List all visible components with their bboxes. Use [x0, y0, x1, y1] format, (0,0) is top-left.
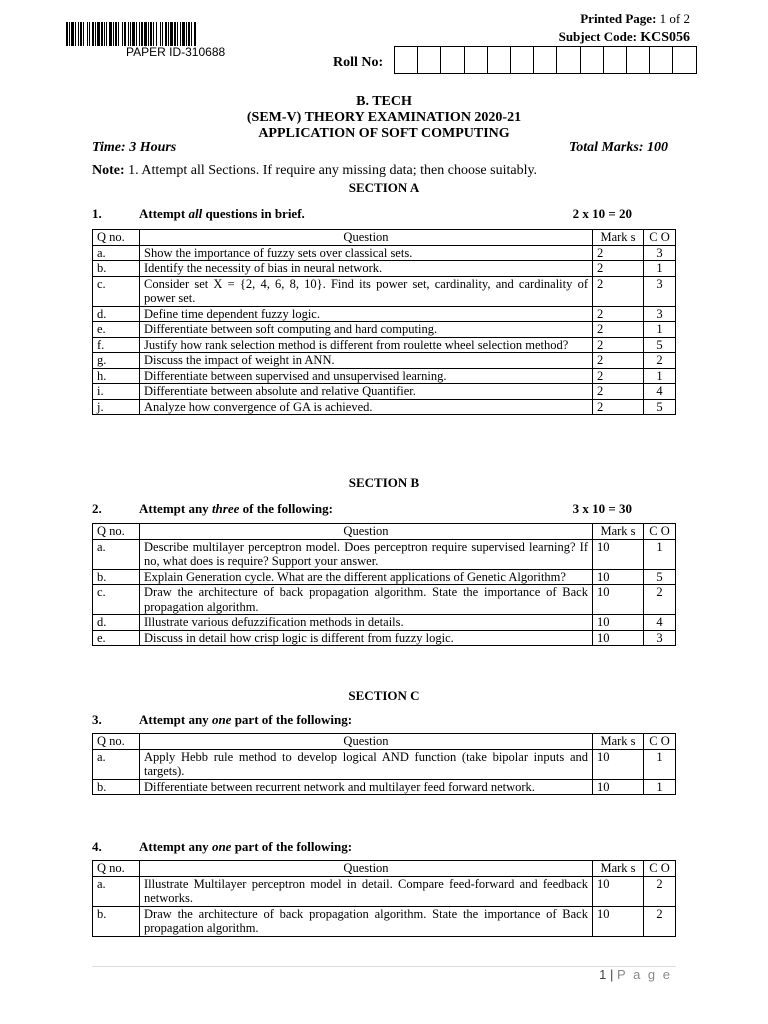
question-label: i.: [93, 384, 140, 400]
subject-code: [559, 29, 690, 46]
question-co: 5: [644, 569, 676, 585]
table-row: [93, 906, 676, 936]
question-number: 1.: [92, 206, 102, 221]
header-question: Question: [140, 734, 593, 750]
table-row: [93, 876, 676, 906]
barcode-bar: [194, 22, 196, 46]
question-co: 1: [644, 749, 676, 779]
question-co: 1: [644, 779, 676, 795]
roll-box: [581, 47, 604, 73]
barcode-bar: [92, 22, 94, 46]
question-co: 1: [644, 261, 676, 277]
barcode-bar: [113, 22, 114, 46]
roll-box: [673, 47, 696, 73]
header-co: C O: [644, 861, 676, 877]
question-co: 4: [644, 615, 676, 631]
roll-box: [418, 47, 441, 73]
barcode-bar: [101, 22, 103, 46]
roll-box: [650, 47, 673, 73]
table-row: [93, 353, 676, 369]
subject-code-label: Subject Code:: [558, 29, 637, 44]
barcode-bar: [122, 22, 123, 46]
question-marks: 10: [593, 906, 644, 936]
barcode-bar: [69, 22, 70, 46]
table-row: [93, 585, 676, 615]
instruction-text: Attempt any one part of the following:: [139, 712, 353, 727]
table-row: [93, 779, 676, 795]
roll-box: [488, 47, 511, 73]
question-label: a.: [93, 539, 140, 569]
exam-title: (SEM-V) THEORY EXAMINATION 2020-21: [246, 110, 522, 125]
question-co: 3: [644, 306, 676, 322]
header-co: C O: [644, 524, 676, 540]
question-co: 3: [644, 276, 676, 306]
barcode-bar: [168, 22, 169, 46]
roll-no-label: Roll No:: [333, 55, 384, 70]
question-label: e.: [93, 322, 140, 338]
question-text: Draw the architecture of back propagation algorithm. State the importance of Back propagation algorithm.: [140, 585, 593, 615]
question-text: Differentiate between soft computing and hard computing.: [140, 322, 593, 338]
barcode-bar: [177, 22, 178, 46]
question-label: h.: [93, 368, 140, 384]
barcode-bar: [89, 22, 90, 46]
marks-formula: 3 x 10 = 30: [572, 501, 632, 516]
section-b-heading: SECTION B: [348, 475, 420, 490]
barcode-bar: [132, 22, 135, 46]
table-header-row: [93, 524, 676, 540]
note-text: 1. Attempt all Sections. If require any missing data; then choose suitably.: [128, 163, 538, 178]
barcode-bar: [144, 22, 147, 46]
question-text: Differentiate between absolute and relative Quantifier.: [140, 384, 593, 400]
question-co: 3: [644, 630, 676, 646]
degree-title: B. TECH: [356, 94, 412, 109]
question-marks: 10: [593, 585, 644, 615]
printed-page-label: Printed Page:: [580, 11, 657, 26]
question-label: e.: [93, 630, 140, 646]
barcode-bar: [80, 22, 82, 46]
table-header-row: [93, 230, 676, 246]
page-number: 1: [599, 967, 607, 982]
page-footer: [599, 967, 672, 982]
subject-code-value: KCS056: [640, 30, 690, 45]
marks-formula: 2 x 10 = 20: [572, 206, 632, 221]
question-marks: 2: [593, 245, 644, 261]
barcode-bar: [180, 22, 181, 46]
roll-box: [465, 47, 488, 73]
question-number: 2.: [92, 501, 102, 516]
barcode-bar: [188, 22, 190, 46]
table-row: [93, 261, 676, 277]
header-co: C O: [644, 734, 676, 750]
section-a-heading: SECTION A: [348, 180, 420, 195]
question-co: 2: [644, 585, 676, 615]
barcode-bar: [186, 22, 187, 46]
barcode-bar: [182, 22, 185, 46]
question-marks: 10: [593, 876, 644, 906]
barcode-bar: [170, 22, 173, 46]
question-label: j.: [93, 399, 140, 415]
header-co: C O: [644, 230, 676, 246]
question-text: Apply Hebb rule method to develop logical AND function (take bipolar inputs and targets).: [140, 749, 593, 779]
paper-id: PAPER ID-310688: [126, 45, 226, 59]
barcode-bar: [174, 22, 176, 46]
question-label: b.: [93, 906, 140, 936]
table-row: [93, 368, 676, 384]
roll-box: [395, 47, 418, 73]
barcode-bar: [97, 22, 100, 46]
barcode-bar: [148, 22, 149, 46]
question-text: Justify how rank selection method is different from roulette wheel selection method?: [140, 337, 593, 353]
table-row: [93, 539, 676, 569]
subject-title: APPLICATION OF SOFT COMPUTING: [258, 126, 510, 141]
barcode-bar: [75, 22, 76, 46]
barcode-bar: [128, 22, 129, 46]
roll-box: [627, 47, 650, 73]
section-c-heading: SECTION C: [348, 688, 420, 703]
header-qno: Q no.: [93, 524, 140, 540]
roll-box: [604, 47, 627, 73]
question-co: 4: [644, 384, 676, 400]
header-question: Question: [140, 524, 593, 540]
barcode-bar: [115, 22, 117, 46]
question-co: 1: [644, 368, 676, 384]
question-3-table: [92, 733, 676, 795]
question-text: Differentiate between recurrent network and multilayer feed forward network.: [140, 779, 593, 795]
barcode-bar: [106, 22, 107, 46]
question-label: a.: [93, 749, 140, 779]
question-label: c.: [93, 276, 140, 306]
barcode-bar: [156, 22, 157, 46]
header-qno: Q no.: [93, 230, 140, 246]
table-row: [93, 384, 676, 400]
printed-page-value: 1 of 2: [659, 11, 690, 26]
table-row: [93, 630, 676, 646]
header-marks: Mark s: [593, 524, 644, 540]
table-row: [93, 615, 676, 631]
header-qno: Q no.: [93, 861, 140, 877]
question-co: 5: [644, 337, 676, 353]
total-marks: Total Marks: 100: [568, 140, 668, 155]
section-a-table: [92, 229, 676, 415]
question-text: Illustrate Multilayer perceptron model in detail. Compare feed-forward and feedback networks.: [140, 876, 593, 906]
question-text: Discuss in detail how crisp logic is different from fuzzy logic.: [140, 630, 593, 646]
question-marks: 2: [593, 368, 644, 384]
table-row: [93, 399, 676, 415]
question-marks: 10: [593, 569, 644, 585]
note: [92, 163, 537, 179]
roll-box: [534, 47, 557, 73]
barcode-bar: [136, 22, 137, 46]
barcode-bar: [66, 22, 68, 46]
barcode-bar: [139, 22, 140, 46]
table-row: [93, 245, 676, 261]
question-label: d.: [93, 306, 140, 322]
question-text: Consider set X = {2, 4, 6, 8, 10}. Find its power set, cardinality, and cardinality of power set.: [140, 276, 593, 306]
barcode-bar: [153, 22, 154, 46]
question-label: c.: [93, 585, 140, 615]
barcode-bar: [95, 22, 96, 46]
question-marks: 2: [593, 322, 644, 338]
barcode-bar: [124, 22, 126, 46]
question-label: f.: [93, 337, 140, 353]
time-allowed: Time: 3 Hours: [92, 140, 177, 155]
header-question: Question: [140, 861, 593, 877]
barcode-bar: [78, 22, 79, 46]
barcode-bar: [160, 22, 161, 46]
question-label: b.: [93, 261, 140, 277]
table-row: [93, 322, 676, 338]
table-header-row: [93, 861, 676, 877]
roll-box: [557, 47, 580, 73]
table-row: [93, 749, 676, 779]
question-text: Differentiate between supervised and unsupervised learning.: [140, 368, 593, 384]
question-marks: 10: [593, 749, 644, 779]
header-marks: Mark s: [593, 734, 644, 750]
question-marks: 2: [593, 276, 644, 306]
question-label: a.: [93, 245, 140, 261]
question-text: Draw the architecture of back propagation algorithm. State the importance of Back propagation algorithm.: [140, 906, 593, 936]
instruction-text: Attempt all questions in brief.: [139, 206, 305, 221]
question-marks: 10: [593, 539, 644, 569]
question-text: Analyze how convergence of GA is achieved.: [140, 399, 593, 415]
question-marks: 2: [593, 353, 644, 369]
barcode-bar: [130, 22, 131, 46]
note-label: Note:: [92, 163, 125, 178]
table-header-row: [93, 734, 676, 750]
question-marks: 2: [593, 261, 644, 277]
question-co: 1: [644, 322, 676, 338]
roll-box: [441, 47, 464, 73]
question-label: d.: [93, 615, 140, 631]
question-text: Discuss the impact of weight in ANN.: [140, 353, 593, 369]
question-co: 2: [644, 906, 676, 936]
question-text: Describe multilayer perceptron model. Does perceptron require supervised learning? If no, what does is require? Support your answer.: [140, 539, 593, 569]
table-row: [93, 306, 676, 322]
page-separator: |: [610, 967, 614, 982]
question-text: Define time dependent fuzzy logic.: [140, 306, 593, 322]
table-row: [93, 337, 676, 353]
question-co: 2: [644, 353, 676, 369]
page-word: P a g e: [617, 967, 672, 982]
question-marks: 2: [593, 384, 644, 400]
question-label: g.: [93, 353, 140, 369]
header-marks: Mark s: [593, 230, 644, 246]
header-marks: Mark s: [593, 861, 644, 877]
barcode-bar: [104, 22, 105, 46]
question-marks: 10: [593, 615, 644, 631]
printed-page: [580, 11, 690, 27]
barcode-bar: [87, 22, 88, 46]
question-4-table: [92, 860, 676, 937]
question-marks: 10: [593, 630, 644, 646]
barcode-bar: [71, 22, 74, 46]
question-marks: 2: [593, 337, 644, 353]
question-label: b.: [93, 569, 140, 585]
barcode-bar: [118, 22, 119, 46]
barcode-bar: [141, 22, 143, 46]
barcode-bar: [150, 22, 152, 46]
table-row: [93, 569, 676, 585]
barcode-bar: [165, 22, 167, 46]
footer-divider: [92, 966, 676, 967]
roll-no-boxes: [394, 46, 697, 74]
question-co: 3: [644, 245, 676, 261]
roll-box: [511, 47, 534, 73]
barcode-bar: [83, 22, 84, 46]
question-label: a.: [93, 876, 140, 906]
question-label: b.: [93, 779, 140, 795]
question-text: Show the importance of fuzzy sets over classical sets.: [140, 245, 593, 261]
barcode-bar: [109, 22, 112, 46]
barcode: [66, 22, 296, 46]
question-marks: 2: [593, 399, 644, 415]
table-row: [93, 276, 676, 306]
question-number: 3.: [92, 712, 102, 727]
barcode-bar: [191, 22, 192, 46]
question-co: 5: [644, 399, 676, 415]
header-qno: Q no.: [93, 734, 140, 750]
question-text: Illustrate various defuzzification methods in details.: [140, 615, 593, 631]
instruction-text: Attempt any three of the following:: [139, 501, 333, 516]
instruction-text: Attempt any one part of the following:: [139, 839, 353, 854]
barcode-bar: [162, 22, 163, 46]
question-marks: 10: [593, 779, 644, 795]
question-co: 1: [644, 539, 676, 569]
header-question: Question: [140, 230, 593, 246]
question-text: Identify the necessity of bias in neural network.: [140, 261, 593, 277]
question-number: 4.: [92, 839, 102, 854]
question-text: Explain Generation cycle. What are the different applications of Genetic Algorithm?: [140, 569, 593, 585]
question-co: 2: [644, 876, 676, 906]
section-b-table: [92, 523, 676, 646]
question-marks: 2: [593, 306, 644, 322]
